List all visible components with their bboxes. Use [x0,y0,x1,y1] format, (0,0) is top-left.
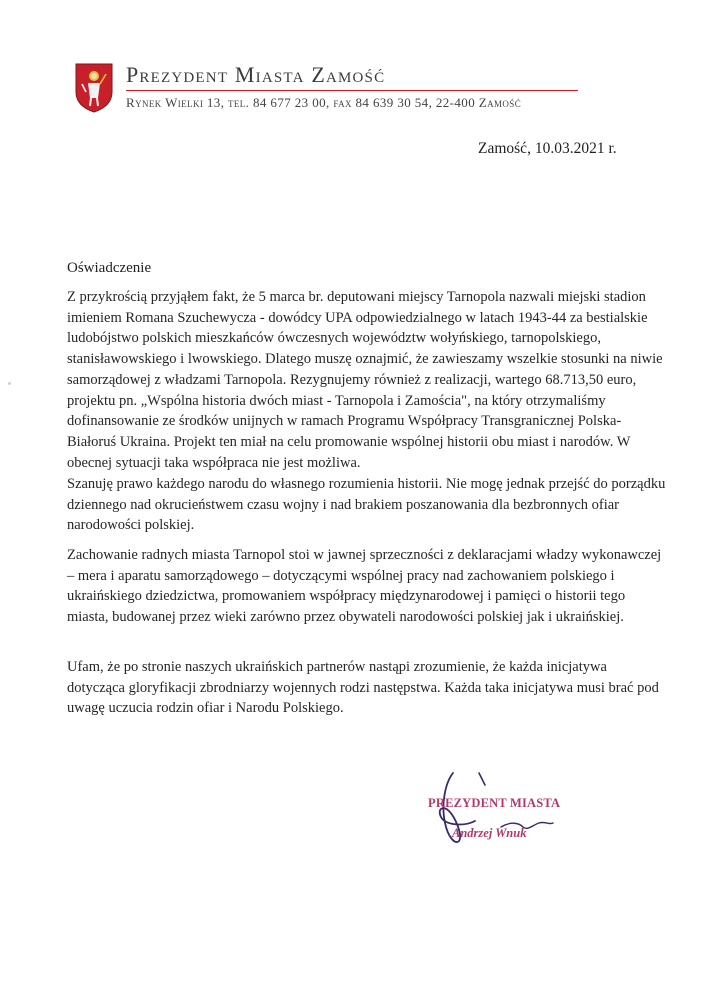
org-name [126,62,385,88]
paragraph: Ufam, że po stronie naszych ukraińskich partnerów nastąpi zrozumienie, że każda inicjatywa dotycząca gloryfikacji zbrodniarzy wojennych rodzi następstwa. Każda taka inicjatywa musi brać pod uwagę uczucia rodzin ofiar i Narodu Polskiego. [67,659,659,717]
letter-date: Zamość, 10.03.2021 r. [478,140,617,157]
header-divider [126,90,578,91]
zamosc-coat-of-arms-icon [74,62,114,114]
letter-heading: Oświadczenie [67,260,152,276]
stamp-name: Andrzej Wnuk [452,826,527,840]
stamp-title: PREZYDENT MIASTA [428,796,561,810]
org-address: Rynek Wielki 13, tel. 84 677 23 00, fax 84 639 30 54, 22-400 Zamość [126,95,522,110]
org-name-text: Prezydent Miasta Zamość [126,62,386,87]
paragraph: Zachowanie radnych miasta Tarnopol stoi w jawnej sprzeczności z deklaracjami władzy wykonawczej – mera i aparatu samorządowego – dotyczącymi wspólnej pracy nad zachowaniem polskiego i ukraińskiego dziedzictwa, promowaniem współpracy międzynarodowej i pamięci o historii tego miasta, budowanej przez wieki zarówno przez obywateli narodowości polskiej jak i ukraińskiej. [67,547,662,626]
scan-artifact [8,382,11,385]
paragraph: Z przykrością przyjąłem fakt, że 5 marca br. deputowani miejscy Tarnopola nazwali miejski stadion imieniem Romana Szuchewycza - dowódcy UPA odpowiedzialnego w latach 1943-44 za bestialskie ludobójstwo polskich mieszkańców ówczesnych województw wołyńskiego, tarnopolskiego, stanisławowskiego i lwowskiego. Dlatego muszę oznajmić, że zawieszamy wszelkie stosunki na niwie samorządowej z władzami Tarnopola. Rezygnujemy również z realizacji, wartego 68.713,50 euro, projektu pn. „Wspólna historia dwóch miast - Tarnopola i Zamościa", na który otrzymaliśmy dofinansowanie ze środków unijnych w ramach Programu Współpracy Transgranicznej Polska-Białoruś Ukraina. Projekt ten miał na celu promowanie wspólnej historii obu miast i narodów. W obecnej sytuacji taka współpraca nie jest możliwa. [67,289,663,471]
paragraph: Szanuję prawo każdego narodu do własnego rozumienia historii. Nie mogę jednak przejść do porządku dziennego nad okrucieństwem czasu wojny i nad brakiem poszanowania dla bezbronnych ofiar narodowości polskiej. [67,476,666,534]
